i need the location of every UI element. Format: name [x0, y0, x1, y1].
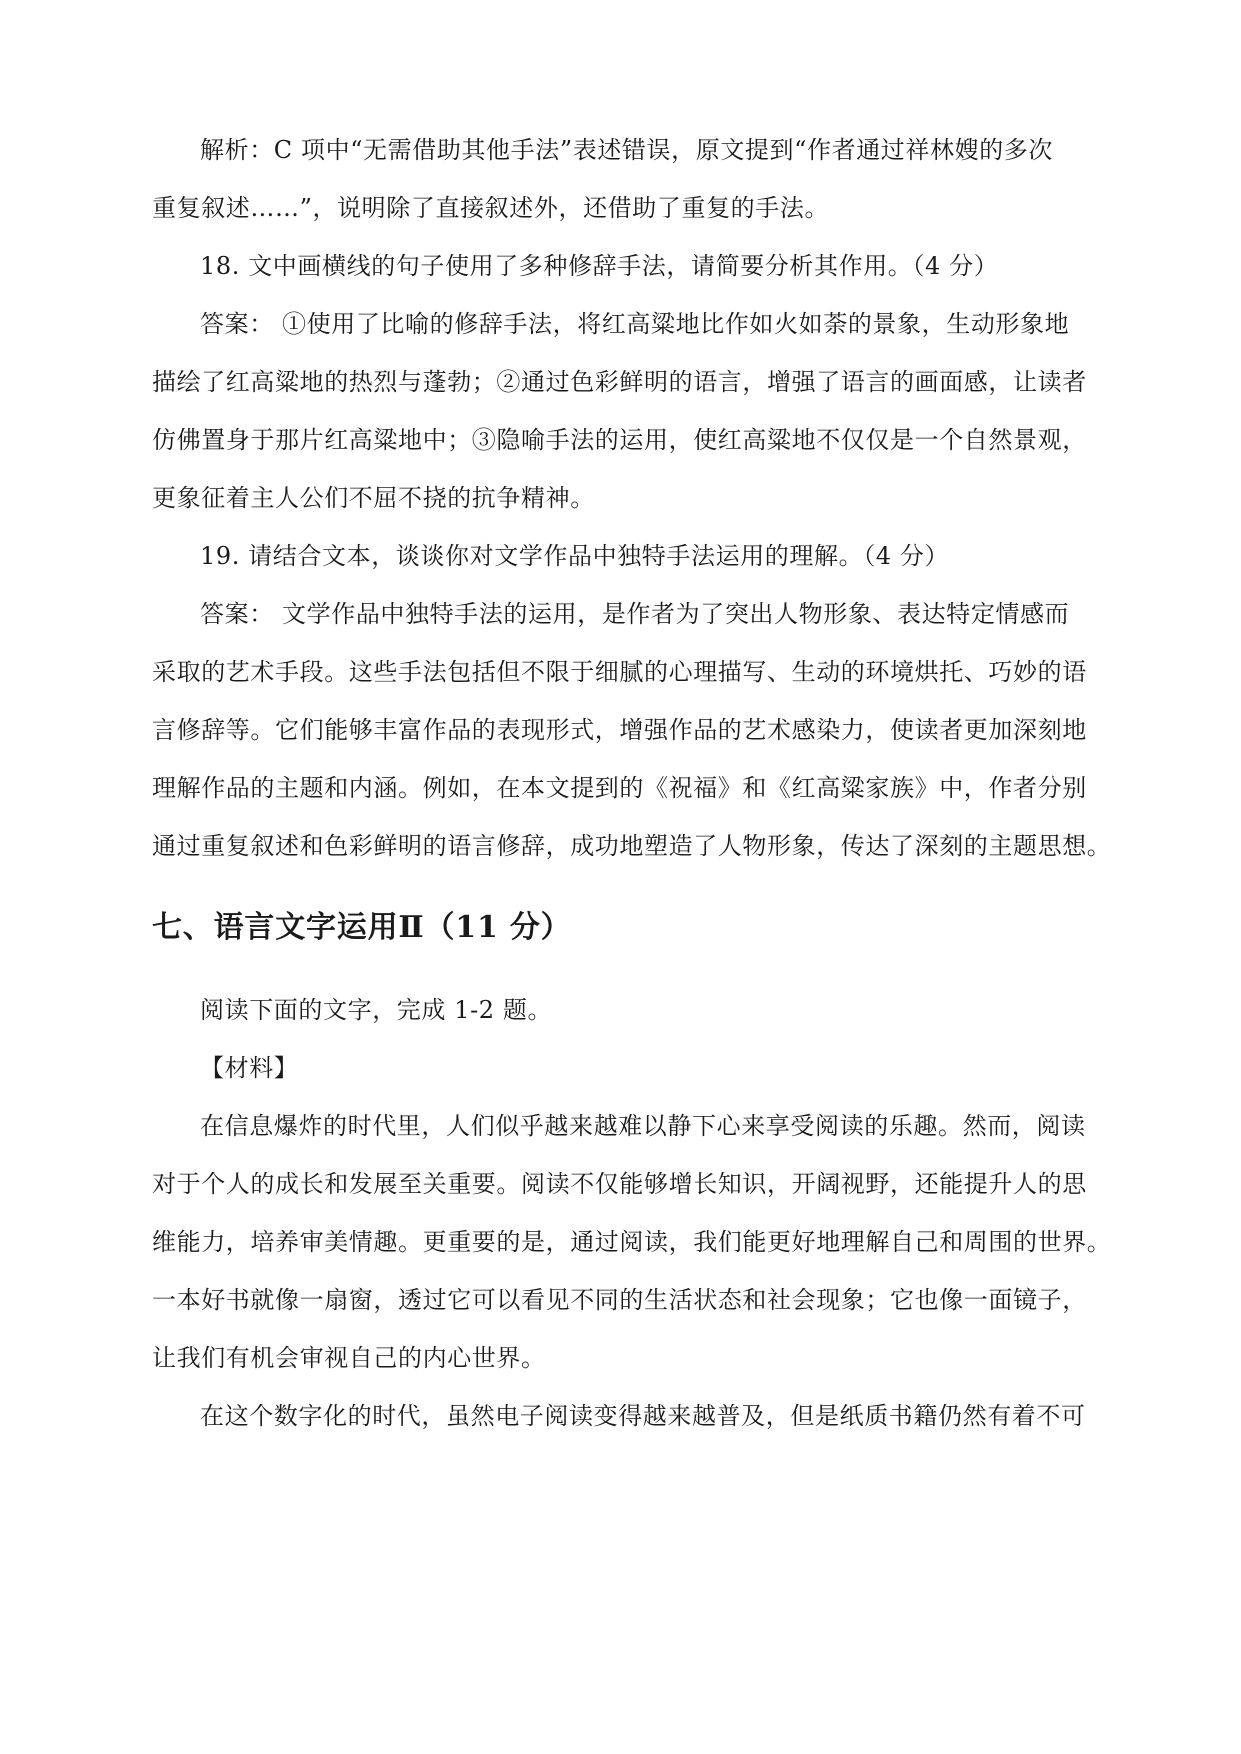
q19-answer-line-1: 答案： 文学作品中独特手法的运用，是作者为了突出人物形象、表达特定情感而 — [200, 600, 1070, 628]
q19-answer-line-4: 理解作品的主题和内涵。例如，在本文提到的《祝福》和《红高粱家族》中，作者分别 — [152, 774, 1087, 802]
material-p2-line-1: 在这个数字化的时代，虽然电子阅读变得越来越普及，但是纸质书籍仍然有着不可 — [200, 1402, 1086, 1430]
q18-answer-line-1: 答案： ①使用了比喻的修辞手法，将红高粱地比作如火如荼的景象，生动形象地 — [200, 310, 1070, 338]
q18-answer-line-2: 描绘了红高粱地的热烈与蓬勃；②通过色彩鲜明的语言，增强了语言的画面感，让读者 — [152, 368, 1087, 396]
material-p1-line-5: 让我们有机会审视自己的内心世界。 — [152, 1344, 546, 1372]
q19-question: 19. 请结合文本，谈谈你对文学作品中独特手法运用的理解。（4 分） — [200, 542, 950, 570]
q18-answer-line-3: 仿佛置身于那片红高粱地中；③隐喻手法的运用，使红高粱地不仅仅是一个自然景观， — [152, 426, 1087, 454]
material-p1-line-2: 对于个人的成长和发展至关重要。阅读不仅能够增长知识，开阔视野，还能提升人的思 — [152, 1170, 1087, 1198]
section-instruction: 阅读下面的文字，完成 1-2 题。 — [200, 996, 553, 1024]
q17-analysis-line-1: 解析：C 项中“无需借助其他手法”表述错误，原文提到“作者通过祥林嫂的多次 — [200, 136, 1053, 164]
q19-answer-line-2: 采取的艺术手段。这些手法包括但不限于细腻的心理描写、生动的环境烘托、巧妙的语 — [152, 658, 1087, 686]
material-label: 【材料】 — [200, 1054, 299, 1082]
material-p1-line-3: 维能力，培养审美情趣。更重要的是，通过阅读，我们能更好地理解自己和周围的世界。 — [152, 1228, 1112, 1256]
material-p1-line-4: 一本好书就像一扇窗，透过它可以看见不同的生活状态和社会现象；它也像一面镜子， — [152, 1286, 1087, 1314]
q19-answer-line-3: 言修辞等。它们能够丰富作品的表现形式，增强作品的艺术感染力，使读者更加深刻地 — [152, 716, 1087, 744]
q18-question: 18. 文中画横线的句子使用了多种修辞手法，请简要分析其作用。（4 分） — [200, 252, 999, 280]
q17-analysis-line-2: 重复叙述……”，说明除了直接叙述外，还借助了重复的手法。 — [152, 194, 830, 222]
section-heading: 七、语言文字运用Ⅱ（11 分） — [152, 910, 572, 945]
material-p1-line-1: 在信息爆炸的时代里，人们似乎越来越难以静下心来享受阅读的乐趣。然而，阅读 — [200, 1112, 1086, 1140]
q19-answer-line-5: 通过重复叙述和色彩鲜明的语言修辞，成功地塑造了人物形象，传达了深刻的主题思想。 — [152, 832, 1112, 860]
q18-answer-line-4: 更象征着主人公们不屈不挠的抗争精神。 — [152, 484, 595, 512]
